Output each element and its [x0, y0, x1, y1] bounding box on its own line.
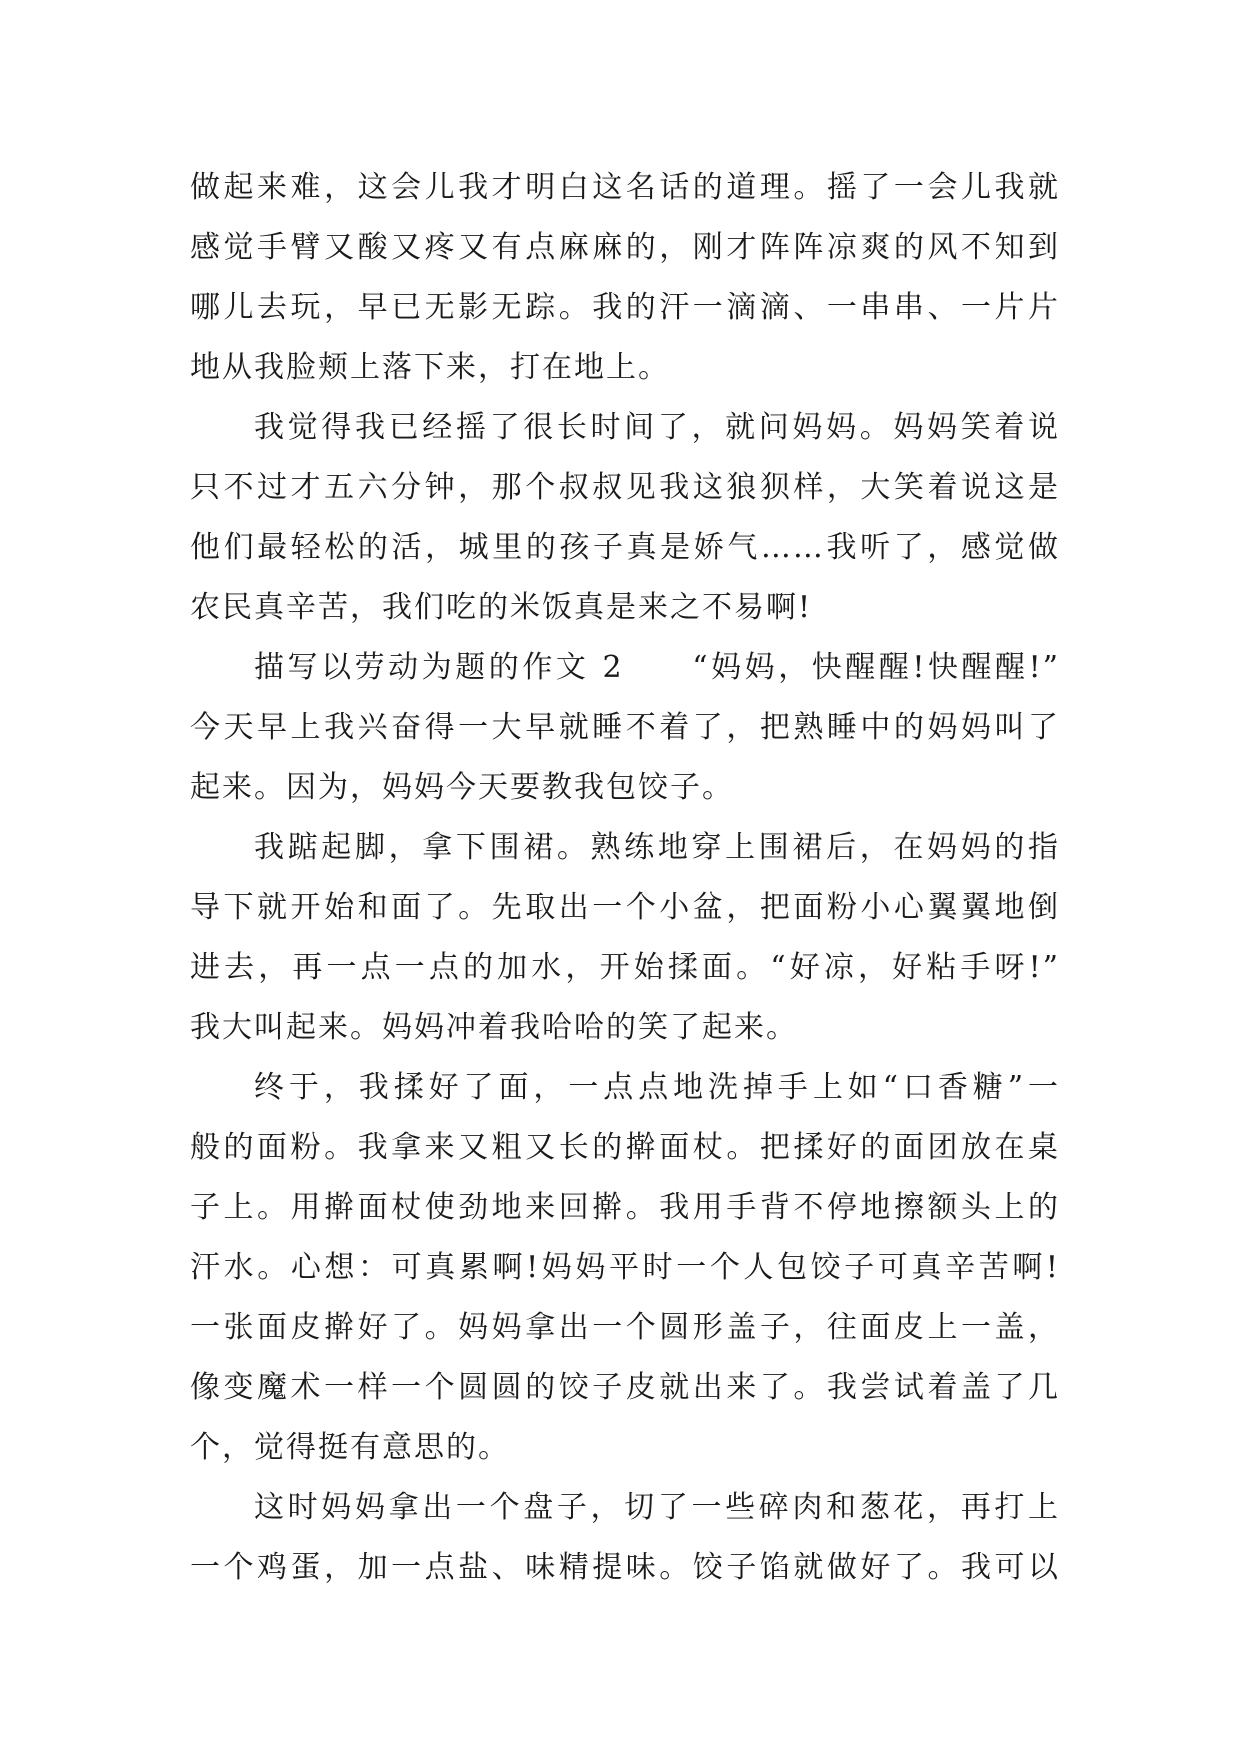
text-line	[190, 458, 1060, 518]
text-line-content: 终于，我揉好了面，一点点地洗掉手上如“口香糖”一	[254, 1070, 1060, 1105]
text-line-content: 这时妈妈拿出一个盘子，切了一些碎肉和葱花，再打上	[254, 1490, 1060, 1525]
text-line	[190, 1538, 1060, 1598]
text-line	[190, 878, 1060, 938]
text-line-content: 我觉得我已经摇了很长时间了，就问妈妈。妈妈笑着说	[254, 410, 1060, 445]
text-line-content: 哪儿去玩，早已无影无踪。我的汗一滴滴、一串串、一片片	[190, 290, 1060, 325]
text-line-content: 做起来难，这会儿我才明白这名话的道理。摇了一会儿我就	[190, 170, 1060, 205]
text-line-content: 一张面皮擀好了。妈妈拿出一个圆形盖子，往面皮上一盖，	[190, 1310, 1060, 1345]
document-body	[190, 158, 1060, 1598]
text-line	[190, 1058, 1060, 1118]
text-line	[190, 998, 1060, 1058]
text-line	[190, 1178, 1060, 1238]
text-line	[190, 278, 1060, 338]
text-line-content: 我踮起脚，拿下围裙。熟练地穿上围裙后，在妈妈的指	[254, 830, 1060, 865]
text-line	[190, 518, 1060, 578]
text-line-content: 一个鸡蛋，加一点盐、味精提味。饺子馅就做好了。我可以	[190, 1550, 1060, 1585]
text-line-content: 我大叫起来。妈妈冲着我哈哈的笑了起来。	[190, 1010, 798, 1045]
text-line-content: 地从我脸颊上落下来，打在地上。	[190, 350, 670, 385]
text-line	[190, 1418, 1060, 1478]
text-line-content: 般的面粉。我拿来又粗又长的擀面杖。把揉好的面团放在桌	[190, 1130, 1060, 1165]
text-line-content: 个，觉得挺有意思的。	[190, 1430, 510, 1465]
text-line	[190, 1478, 1060, 1538]
text-line	[190, 1358, 1060, 1418]
text-line	[190, 758, 1060, 818]
text-line	[190, 698, 1060, 758]
text-line	[190, 638, 1060, 698]
text-line	[190, 818, 1060, 878]
text-line	[190, 1118, 1060, 1178]
text-line	[190, 1298, 1060, 1358]
text-line-content: 汗水。心想：可真累啊!妈妈平时一个人包饺子可真辛苦啊!	[190, 1250, 1060, 1285]
text-line	[190, 338, 1060, 398]
text-line	[190, 1238, 1060, 1298]
text-line	[190, 578, 1060, 638]
text-line-content: 起来。因为，妈妈今天要教我包饺子。	[190, 770, 734, 805]
text-line-content: 今天早上我兴奋得一大早就睡不着了，把熟睡中的妈妈叫了	[190, 710, 1060, 745]
text-line	[190, 398, 1060, 458]
text-line-content: 感觉手臂又酸又疼又有点麻麻的，刚才阵阵凉爽的风不知到	[190, 230, 1060, 265]
text-line-content: 农民真辛苦，我们吃的米饭真是来之不易啊!	[190, 590, 813, 625]
text-line-content: 导下就开始和面了。先取出一个小盆，把面粉小心翼翼地倒	[190, 890, 1060, 925]
text-line-content: 他们最轻松的活，城里的孩子真是娇气……我听了，感觉做	[190, 530, 1060, 565]
text-line-content: 只不过才五六分钟，那个叔叔见我这狼狈样，大笑着说这是	[190, 470, 1060, 505]
text-line-content: 进去，再一点一点的加水，开始揉面。“好凉，好粘手呀!”	[190, 950, 1060, 985]
text-line-content: 描写以劳动为题的作文 2 “妈妈，快醒醒!快醒醒!”	[254, 650, 1060, 685]
text-line	[190, 938, 1060, 998]
text-line	[190, 218, 1060, 278]
text-line	[190, 158, 1060, 218]
text-line-content: 子上。用擀面杖使劲地来回擀。我用手背不停地擦额头上的	[190, 1190, 1060, 1225]
text-line-content: 像变魔术一样一个圆圆的饺子皮就出来了。我尝试着盖了几	[190, 1370, 1060, 1405]
